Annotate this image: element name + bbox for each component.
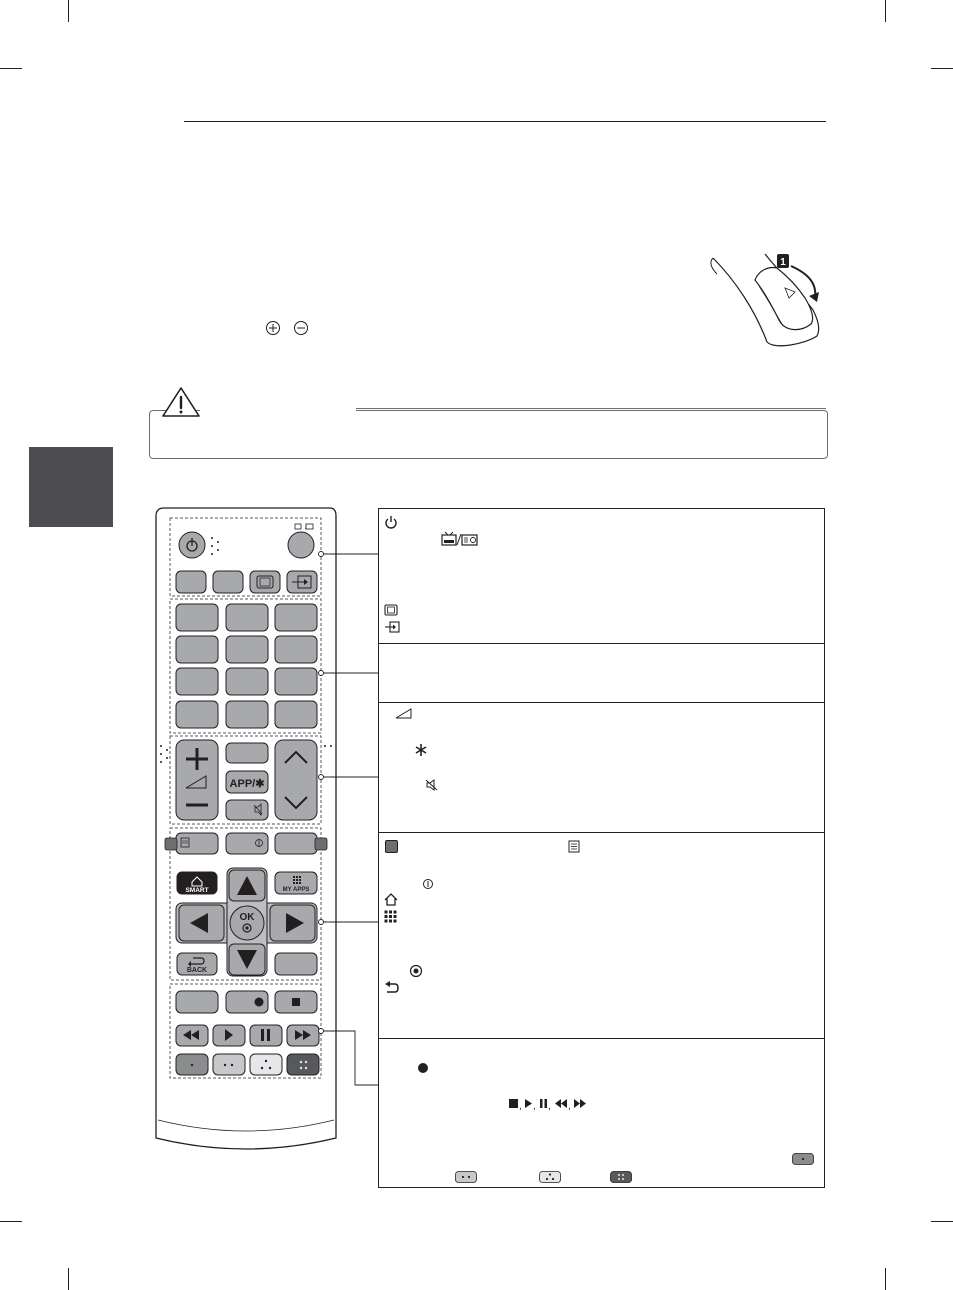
home-icon: [384, 893, 398, 906]
callout-marker: [165, 838, 177, 850]
ratio-button[interactable]: [250, 571, 280, 593]
panel-divider: [378, 702, 825, 703]
number-key[interactable]: [226, 701, 268, 728]
teletext-button[interactable]: [176, 833, 218, 854]
remote-middle-button[interactable]: [226, 743, 268, 763]
asterisk-icon: [414, 743, 428, 757]
mute-button[interactable]: [226, 800, 268, 820]
back-icon: [384, 981, 400, 995]
input-icon: [384, 621, 400, 633]
smart-label: SMART: [185, 887, 209, 894]
svg-text:,: ,: [568, 1101, 571, 1111]
power-icon: [384, 515, 398, 529]
number-key[interactable]: [176, 604, 218, 631]
svg-text:,: ,: [519, 1101, 522, 1111]
my-apps-icon: [384, 910, 397, 923]
red-button[interactable]: [176, 1054, 208, 1075]
app-button-label: APP/✱: [229, 778, 265, 790]
fast-forward-icon: [574, 1099, 580, 1108]
stop-icon: [509, 1099, 518, 1108]
green-button[interactable]: [213, 1054, 245, 1075]
fast-forward-button[interactable]: [287, 1025, 319, 1046]
volume-icon: [395, 707, 413, 719]
number-key[interactable]: [176, 701, 218, 728]
remote-top-button-2[interactable]: [213, 571, 243, 593]
number-key[interactable]: [275, 636, 317, 663]
pause-icon: [540, 1099, 543, 1108]
back-label: BACK: [186, 967, 208, 974]
blue-button-icon: [610, 1171, 632, 1183]
yellow-button-icon: [539, 1171, 561, 1183]
number-key[interactable]: [226, 668, 268, 695]
number-key[interactable]: [275, 668, 317, 695]
svg-text:/: /: [305, 525, 307, 531]
my-apps-label: MY APPS: [282, 887, 310, 893]
playback-icons-row: [507, 1097, 597, 1111]
yellow-button[interactable]: [250, 1054, 282, 1075]
number-key[interactable]: [176, 668, 218, 695]
step-number: 1: [780, 257, 786, 268]
volume-rocker[interactable]: [176, 740, 218, 820]
number-key[interactable]: [275, 701, 317, 728]
green-button-icon: [455, 1171, 477, 1183]
info-icon: [422, 878, 434, 890]
channel-rocker[interactable]: [275, 740, 317, 820]
red-button-icon: [792, 1153, 814, 1165]
play-button[interactable]: [213, 1025, 245, 1046]
svg-text:,: ,: [533, 1101, 536, 1111]
number-key[interactable]: [226, 636, 268, 663]
record-button[interactable]: [226, 991, 268, 1013]
rewind-icon: [555, 1099, 561, 1108]
mute-icon: [425, 778, 439, 792]
panel-divider: [378, 832, 825, 833]
teletext-icon: [568, 840, 580, 853]
callout-marker: [385, 840, 398, 853]
description-panel: [378, 508, 825, 1188]
tv-radio-button[interactable]: [288, 532, 314, 558]
number-key[interactable]: [226, 604, 268, 631]
tv-radio-icon: [441, 531, 479, 546]
ok-label: OK: [239, 912, 255, 923]
ok-wheel-icon: [409, 964, 423, 978]
remote-nav-bottom-button[interactable]: [275, 953, 317, 975]
stop-button[interactable]: [275, 991, 317, 1013]
pause-button[interactable]: [250, 1025, 282, 1046]
input-button[interactable]: [287, 571, 317, 593]
remote-nav-top-button[interactable]: [275, 833, 317, 854]
power-button[interactable]: [179, 532, 205, 558]
info-button[interactable]: [226, 833, 268, 854]
panel-divider: [378, 643, 825, 644]
svg-text:,: ,: [548, 1101, 551, 1111]
record-icon: [417, 1062, 429, 1074]
blue-button[interactable]: [287, 1054, 319, 1075]
remote-top-button-1[interactable]: [176, 571, 206, 593]
rewind-button[interactable]: [176, 1025, 208, 1046]
ratio-icon: [384, 604, 398, 616]
play-icon: [525, 1099, 532, 1108]
callout-marker: [315, 838, 327, 850]
remote-playback-button[interactable]: [176, 991, 218, 1013]
number-key[interactable]: [176, 636, 218, 663]
number-key[interactable]: [275, 604, 317, 631]
panel-divider: [378, 1038, 825, 1039]
